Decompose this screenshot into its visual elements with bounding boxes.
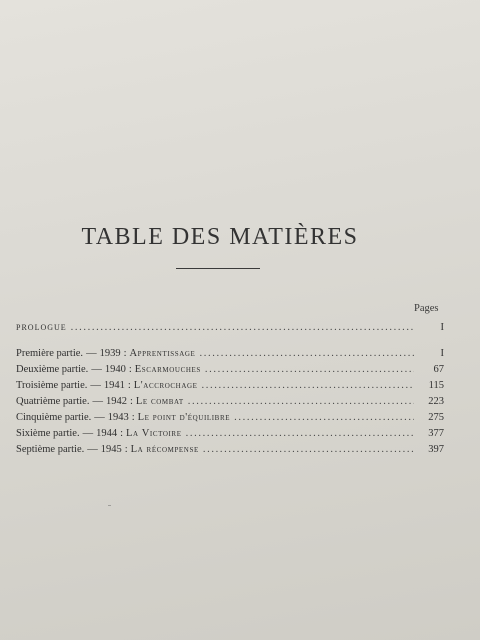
toc-entry xyxy=(16,410,444,426)
toc-entry-name: L'accrochage xyxy=(133,380,198,391)
toc-entry-colon: : xyxy=(127,380,131,391)
toc-entry-name: La Victoire xyxy=(126,428,182,439)
toc-entry-year: 1943 xyxy=(107,412,129,423)
toc-entry-dash: — xyxy=(82,428,94,439)
toc-entry xyxy=(16,362,444,378)
table-of-contents xyxy=(16,320,444,458)
dot-leader xyxy=(234,410,414,426)
toc-entry-year: 1944 xyxy=(96,428,118,439)
toc-entry-page: 115 xyxy=(428,380,444,391)
dot-leader xyxy=(203,442,414,458)
paper-speck xyxy=(108,505,111,506)
dot-leader xyxy=(186,426,414,442)
toc-entry-year: 1941 xyxy=(103,380,125,391)
toc-entry-part: Cinquième partie. xyxy=(16,412,92,423)
toc-entry-page: 67 xyxy=(433,364,444,375)
toc-entry xyxy=(16,394,444,410)
toc-entry-dash: — xyxy=(90,380,101,391)
title-rule xyxy=(176,268,260,269)
toc-entry-colon: : xyxy=(129,396,133,407)
toc-entry-part: Sixième partie. xyxy=(16,428,80,439)
toc-entry-page: 397 xyxy=(428,444,444,455)
dot-leader xyxy=(205,362,414,378)
pages-column-label: Pages xyxy=(414,303,439,314)
dot-leader xyxy=(202,378,414,394)
toc-entry-name: PROLOGUE xyxy=(16,323,67,332)
toc-entry xyxy=(16,346,444,362)
toc-entry-prologue xyxy=(16,320,444,336)
dot-leader xyxy=(71,320,414,336)
toc-entry-name: La récompense xyxy=(130,444,199,455)
page-title: TABLE DES MATIÈRES xyxy=(81,224,359,250)
toc-entry-year: 1942 xyxy=(105,396,127,407)
toc-entry-colon: : xyxy=(124,444,128,455)
toc-entry-page: I xyxy=(440,348,444,359)
toc-entry-page: 223 xyxy=(428,396,444,407)
toc-entry-year: 1939 xyxy=(99,348,121,359)
toc-entry-dash: — xyxy=(92,396,103,407)
toc-entry-page: 275 xyxy=(428,412,444,423)
toc-entry-name: Apprentissage xyxy=(129,348,196,359)
toc-entry-part: Deuxième partie. xyxy=(16,364,89,375)
toc-entry-colon: : xyxy=(128,364,132,375)
toc-entry-name: Le point d'équilibre xyxy=(137,412,231,423)
toc-entry-part: Troisième partie. xyxy=(16,380,88,391)
toc-entry xyxy=(16,378,444,394)
toc-entry xyxy=(16,442,444,458)
toc-entry-part: Quatrième partie. xyxy=(16,396,90,407)
toc-entry-dash: — xyxy=(94,412,105,423)
toc-entry-name: Le combat xyxy=(135,396,184,407)
toc-entry xyxy=(16,426,444,442)
toc-entry-name: Escarmouches xyxy=(134,364,201,375)
toc-entry-page: 377 xyxy=(428,428,444,439)
toc-entry-colon: : xyxy=(123,348,127,359)
toc-entry-part: Septième partie. xyxy=(16,444,85,455)
toc-entry-year: 1945 xyxy=(100,444,122,455)
toc-entry-colon: : xyxy=(131,412,135,423)
dot-leader xyxy=(199,346,414,362)
dot-leader xyxy=(188,394,414,410)
toc-entry-colon: : xyxy=(120,428,123,439)
toc-entry-year: 1940 xyxy=(104,364,126,375)
toc-entry-dash: — xyxy=(91,364,102,375)
toc-entry-part: Première partie. xyxy=(16,348,84,359)
toc-entry-dash: — xyxy=(86,348,97,359)
toc-entry-dash: — xyxy=(87,444,98,455)
toc-entry-page: I xyxy=(440,322,444,333)
